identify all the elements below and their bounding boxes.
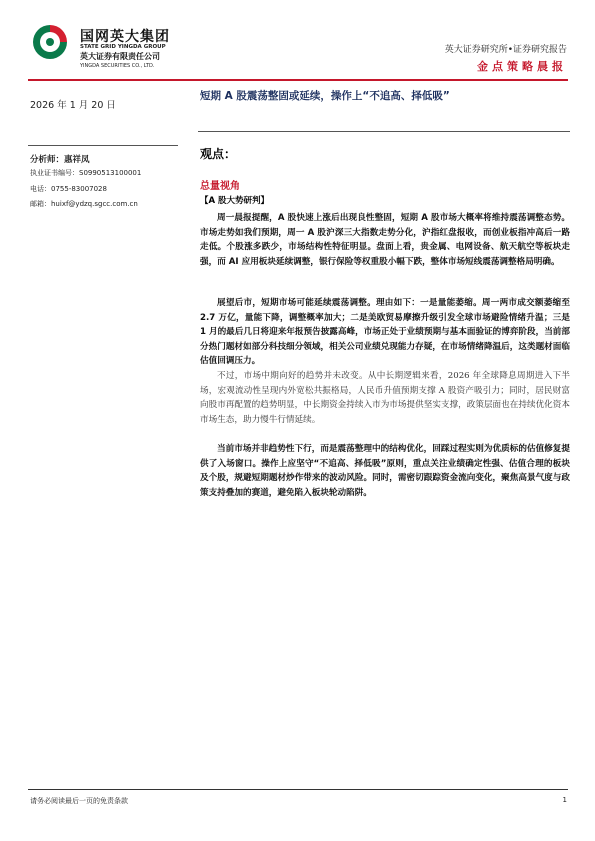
sub-heading: 【A 股大势研判】 [200, 196, 270, 206]
views-heading: 观点： [200, 147, 237, 161]
report-type: 金点策略晨报 [477, 60, 567, 73]
institute-label: 英大证券研究所•证券研究报告 [444, 45, 567, 55]
paragraph-2: 展望后市，短期市场可能延续震荡调整。理由如下：一是量能萎缩。周一两市成交额萎缩至 2.7 万亿，量能下降，调整概率加大；二是美欧贸易摩擦升级引发全球市场避险情绪升温；三是 1 月的最后几日将迎来年报预告披露高峰，市场正处于业绩预期与基本面验证的博弈阶段，当前部分热门题材如部分科技细分领域，相关公司业绩兑现能力存疑，在市场情绪降温后，这类题材面临估值回调压力。 [200, 298, 570, 367]
analyst-name: 分析师：惠祥凤 [30, 155, 90, 165]
paragraph-4: 当前市场并非趋势性下行，而是震荡整理中的结构优化，回踩过程实则为优质标的估值修复提供了入场窗口。操作上应坚守“不追高、择低吸”原则，重点关注业绩确定性强、估值合理的板块及个股，规避短期题材炒作带来的波动风险。同时，需密切跟踪资金流向变化，聚焦高景气度与政策支持叠加的赛道，避免陷入板块轮动陷阱。 [200, 444, 570, 498]
footer-divider [28, 789, 568, 790]
disclaimer-note: 请务必阅读最后一页的免责条款 [30, 797, 128, 805]
paragraph-1: 周一晨报提醒，A 股快速上涨后出现良性整固，短期 A 股市场大概率将维持震荡调整态势。市场走势如我们预期，周一 A 股沪深三大指数走势分化，沪指红盘报收，而创业板指冲高后一路走低。个股涨多跌少，市场结构性特征明显。盘面上看，贵金属、电网设备、航天航空等板块走强，而 AI 应用板块延续调整，银行保险等权重股小幅下跌，整体市场短线震荡调整格局明确。 [200, 213, 570, 267]
email-address: 邮箱：huixf@ydzq.sgcc.com.cn [30, 200, 138, 208]
sidebar-divider [28, 145, 178, 146]
cert-number: 执业证书编号：S0990513100001 [30, 169, 142, 177]
securities-name-en: YINGDA SECURITIES CO., LTD. [80, 63, 155, 69]
securities-name-cn: 英大证券有限责任公司 [80, 52, 160, 61]
company-name-en: STATE GRID YINGDA GROUP [80, 44, 166, 50]
paragraph-3: 不过，市场中期向好的趋势并未改变。从中长期逻辑来看，2026 年全球降息周期进入下半场，宏观流动性呈现内外宽松共振格局，人民币升值预期支撑 A 股资产吸引力；同时，居民财富向股市再配置的趋势明显，中长期资金持续入市为市场提供坚实支撑，政策层面也在持续优化资本市场生态，助力慢牛行情延续。 [200, 371, 570, 425]
page-number: 1 [562, 796, 567, 804]
phone-number: 电话：0755-83007028 [30, 185, 107, 193]
report-title: 短期 A 股震荡整固或延续，操作上“不追高、择低吸” [200, 90, 450, 102]
title-divider [198, 131, 570, 132]
company-logo-icon [30, 22, 70, 62]
header-divider [28, 79, 568, 81]
section-heading: 总量视角 [200, 181, 240, 192]
company-name-cn: 国网英大集团 [80, 29, 170, 45]
report-date: 2026 年 1 月 20 日 [30, 100, 116, 111]
